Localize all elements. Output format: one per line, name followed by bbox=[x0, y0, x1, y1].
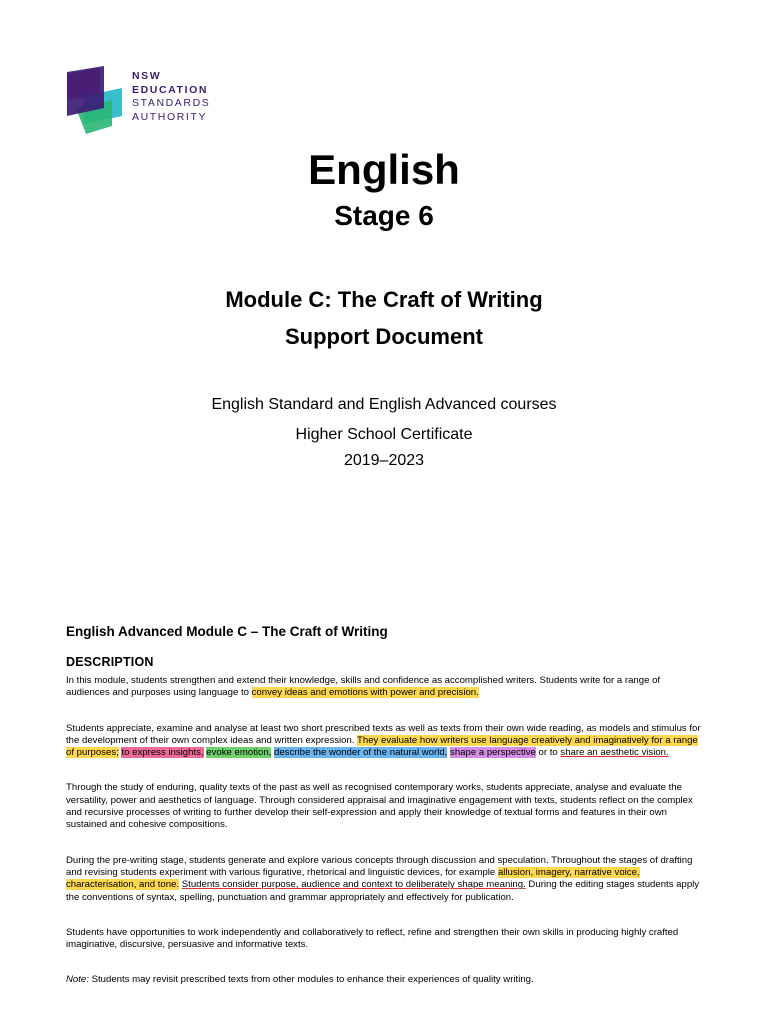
logo-line-education: EDUCATION bbox=[132, 83, 209, 96]
paragraph-2-connector: or to bbox=[535, 747, 561, 759]
paragraph-4-end: During the editing stages students apply the conventions of syntax, spelling, punctuation and grammar appropriately and effectively for publication. bbox=[66, 879, 700, 903]
paragraph-4 bbox=[66, 855, 702, 904]
document-type: Support Document bbox=[285, 324, 483, 349]
nesa-logo-text bbox=[132, 70, 210, 124]
paragraph-2 bbox=[66, 723, 702, 760]
paragraph-5: Students have opportunities to work independently and collaboratively to reflect, refine and strengthen their own skills in producing highly crafted imaginative, discursive, persuasive and informative texts. bbox=[66, 926, 679, 951]
courses-line: English Standard and English Advanced courses bbox=[211, 396, 557, 413]
module-title: Module C: The Craft of Writing bbox=[225, 287, 543, 312]
module-description-section bbox=[66, 624, 702, 1010]
note-text: Students may revisit prescribed texts from other modules to enhance their experiences of quality writing. bbox=[88, 974, 534, 986]
underline-aesthetic-vision: share an aesthetic vision. bbox=[560, 747, 669, 759]
highlight-convey-ideas: convey ideas and emotions with power and precision. bbox=[251, 687, 479, 699]
underline-purpose-audience: Students consider purpose, audience and context to deliberately shape meaning. bbox=[181, 879, 526, 891]
paragraph-4-text: During the pre-writing stage, students generate and explore various concepts through discussion and speculation. Throughout the stages of drafting and revising students experiment with various figurative, rhetorical and linguistic devices, for example bbox=[66, 854, 693, 878]
logo-line-authority: AUTHORITY bbox=[132, 110, 208, 123]
note-label: Note: bbox=[66, 974, 89, 986]
years-line: 2019–2023 bbox=[343, 452, 425, 469]
paragraph-2-text: Students appreciate, examine and analyse at least two short prescribed texts as well as texts from their own wide reading, as models and stimulus for the development of their own complex ideas and written expression. bbox=[66, 722, 701, 746]
certificate-line: Higher School Certificate bbox=[295, 426, 473, 443]
document-stage: Stage 6 bbox=[334, 200, 434, 231]
highlight-evaluate-language: They evaluate how writers use language creatively and imaginatively for a range of purposes; bbox=[66, 734, 698, 759]
paragraph-1 bbox=[66, 675, 702, 700]
note-paragraph bbox=[66, 974, 702, 986]
section-heading: DESCRIPTION bbox=[66, 655, 154, 669]
highlight-shape-perspective: shape a perspective bbox=[450, 747, 536, 759]
highlight-express-insights: to express insights, bbox=[121, 747, 204, 759]
section-title: English Advanced Module C – The Craft of Writing bbox=[66, 624, 388, 639]
paragraph-1-text: In this module, students strengthen and extend their knowledge, skills and confidence as accomplished writers. Students write for a range of audiences and purposes using language to bbox=[66, 675, 661, 699]
nesa-logo bbox=[64, 66, 234, 136]
paragraph-3: Through the study of enduring, quality texts of the past as well as recognised contemporary works, students appreciate, analyse and evaluate the versatility, power and aesthetics of language. Through considered appraisal and imaginative engagement with texts, students reflect on the complex and recursive processes of writing to further develop their self-expression and apply their knowledge of textual forms and features in their own sustained and cohesive compositions. bbox=[66, 782, 693, 831]
highlight-evoke-emotion: evoke emotion, bbox=[206, 747, 272, 759]
logo-line-standards: STANDARDS bbox=[132, 97, 211, 109]
highlight-natural-world: describe the wonder of the natural world, bbox=[274, 747, 448, 759]
highlight-devices: allusion, imagery, narrative voice, characterisation, and tone. bbox=[66, 866, 640, 891]
logo-line-nsw: NSW bbox=[132, 70, 162, 82]
document-title: English bbox=[308, 146, 460, 193]
nesa-logo-mark-icon bbox=[64, 66, 126, 136]
